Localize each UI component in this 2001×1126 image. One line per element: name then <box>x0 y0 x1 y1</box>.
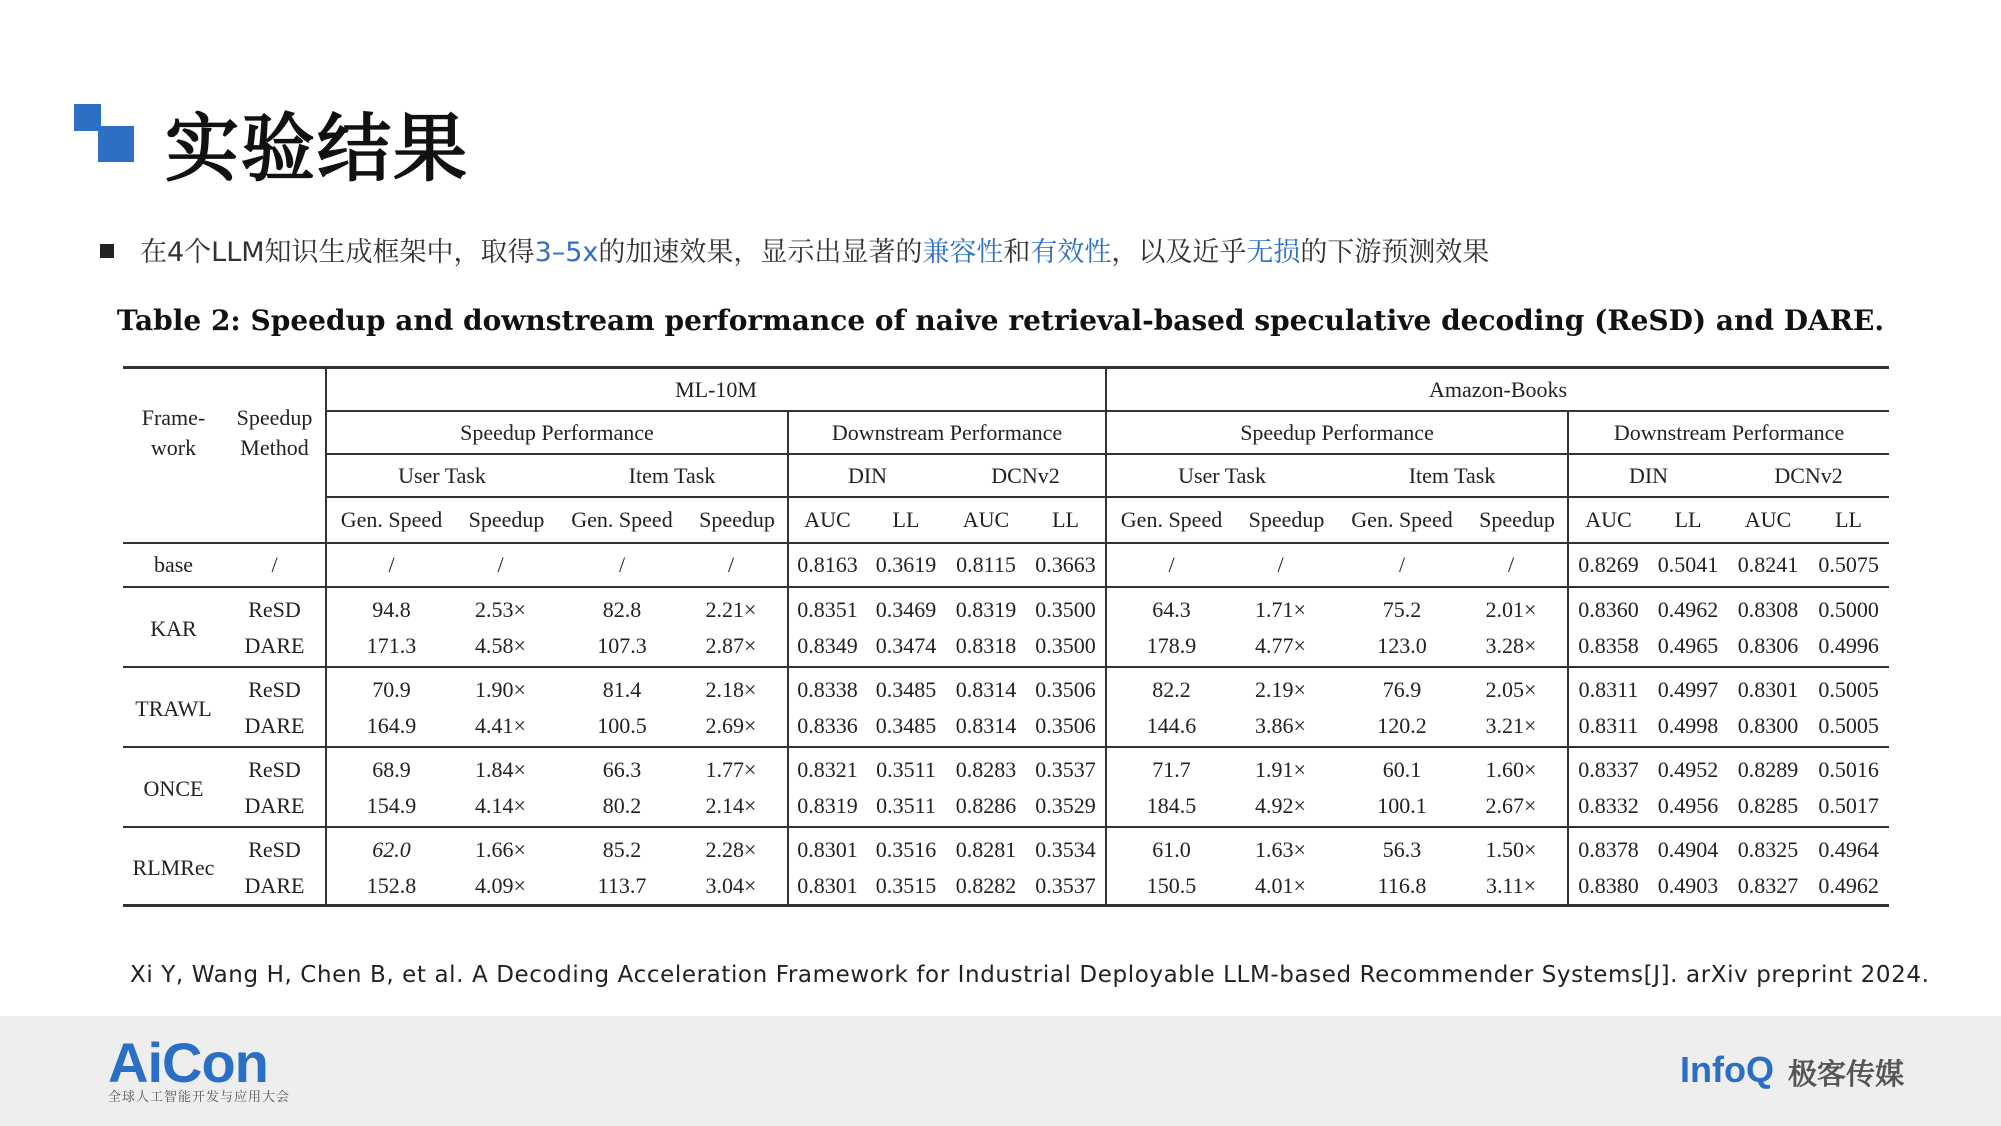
table-row <box>123 827 1889 868</box>
method-label: DARE <box>244 873 305 898</box>
table-row-base <box>123 543 1889 587</box>
table-cell: 75.2 <box>1382 597 1422 622</box>
bullet-text-2: 的加速效果，显示出显著的 <box>598 237 923 268</box>
table-cell: 4.09× <box>475 873 526 898</box>
table-cell: 2.87× <box>687 628 788 667</box>
table-cell: 0.8311 <box>1568 667 1648 708</box>
header-metric: Speedup <box>1467 497 1568 543</box>
table-cell: 0.5075 <box>1808 543 1889 587</box>
table-cell: 2.05× <box>1485 677 1537 702</box>
table-cell: 1.71× <box>1255 597 1306 622</box>
table-cell: 0.8301 <box>1737 677 1799 702</box>
table-cell: 0.3469 <box>875 597 937 622</box>
header-ml10m-speedup-performance: Speedup Performance <box>326 411 788 454</box>
table-cell: 82.2 <box>1106 667 1236 708</box>
header-task: User Task <box>326 454 557 497</box>
table-cell: 0.8282 <box>955 873 1017 898</box>
table-cell: 0.5005 <box>1818 677 1879 702</box>
table-cell: 0.8285 <box>1728 788 1808 827</box>
bullet-square-icon <box>100 244 114 258</box>
aicon-subtitle: 全球人工智能开发与应用大会 <box>108 1090 291 1105</box>
table-cell: 76.9 <box>1382 677 1422 702</box>
table-cell: 0.8360 <box>1568 587 1648 628</box>
header-metric: LL <box>866 497 946 543</box>
table-cell: / <box>557 543 687 587</box>
table-cell: 2.01× <box>1485 597 1537 622</box>
table-cell: 123.0 <box>1337 628 1467 667</box>
table-cell: 1.84× <box>475 757 526 782</box>
bullet-text-5: 的下游预测效果 <box>1300 237 1490 268</box>
table-cell: / <box>687 543 788 587</box>
table-cell: 1.50× <box>1485 837 1537 862</box>
table-cell: 0.3485 <box>866 708 946 747</box>
header-task: DIN <box>788 454 946 497</box>
header-metric: LL <box>1808 497 1889 543</box>
table-cell: 82.8 <box>602 597 642 622</box>
table-cell: 0.8358 <box>1568 628 1648 667</box>
method-label: ReSD <box>248 837 301 862</box>
table-cell: 0.8319 <box>955 597 1017 622</box>
table-cell: 3.21× <box>1467 708 1568 747</box>
table-cell: 120.2 <box>1337 708 1467 747</box>
table-cell: 0.8301 <box>788 827 866 868</box>
table-cell: 0.8241 <box>1728 543 1808 587</box>
table-row <box>123 747 1889 788</box>
table-cell: 0.4962 <box>1818 873 1879 898</box>
table-cell: 184.5 <box>1106 788 1236 827</box>
table-cell: 0.8325 <box>1737 837 1799 862</box>
bullet-text-1: 在4个LLM知识生成框架中，取得 <box>140 237 535 268</box>
header-metric: AUC <box>1568 497 1648 543</box>
title-square-large <box>98 126 134 162</box>
method-label: ReSD <box>248 677 301 702</box>
table-cell: 0.3663 <box>1026 543 1106 587</box>
table-row <box>123 667 1889 708</box>
table-cell: 2.28× <box>705 837 757 862</box>
table-cell: 0.4998 <box>1648 708 1728 747</box>
method-label: DARE <box>224 628 326 667</box>
table-cell: 0.3485 <box>875 677 937 702</box>
header-task: User Task <box>1106 454 1337 497</box>
header-metric: Speedup <box>687 497 788 543</box>
header-framework: Frame- work <box>141 405 206 460</box>
table-cell: 4.58× <box>456 628 557 667</box>
citation: Xi Y, Wang H, Chen B, et al. A Decoding Acceleration Framework for Industrial Deployable LLM-based Recommender Systems[J]. arXiv preprint 2024. <box>130 962 1930 988</box>
table-cell: 60.1 <box>1382 757 1422 782</box>
header-speedup-method: Speedup Method <box>236 405 313 460</box>
table-cell: 61.0 <box>1106 827 1236 868</box>
table-cell: 62.0 <box>326 827 456 868</box>
table-cell: 0.8318 <box>946 628 1026 667</box>
header-metric: Gen. Speed <box>1106 497 1236 543</box>
method-label: DARE <box>224 788 326 827</box>
table-cell: 0.8380 <box>1568 868 1648 906</box>
table-cell: 0.8115 <box>946 543 1026 587</box>
header-task: DCNv2 <box>1728 454 1889 497</box>
table-cell: / <box>326 543 456 587</box>
table-cell: 4.41× <box>456 708 557 747</box>
table-cell: 0.8311 <box>1568 708 1648 747</box>
bullet-highlight-compatibility: 兼容性 <box>922 237 1004 268</box>
table-cell: 0.5000 <box>1818 597 1879 622</box>
bullet-highlight-speedup: 3–5x <box>534 237 599 268</box>
table-cell: 1.77× <box>705 757 757 782</box>
table-row <box>123 868 1889 906</box>
table-cell: 0.3506 <box>1026 708 1106 747</box>
table-cell: 0.4997 <box>1657 677 1719 702</box>
table-cell: 178.9 <box>1106 628 1236 667</box>
header-metric: Speedup <box>1236 497 1337 543</box>
table-cell: 0.3506 <box>1035 677 1096 702</box>
table-cell: 0.8308 <box>1737 597 1799 622</box>
table-cell: 1.63× <box>1255 837 1306 862</box>
method-label: / <box>224 543 326 587</box>
table-cell: 0.8269 <box>1568 543 1648 587</box>
table-cell: 0.8300 <box>1728 708 1808 747</box>
table-cell: 80.2 <box>557 788 687 827</box>
table-cell: 0.8378 <box>1568 827 1648 868</box>
table-cell: 171.3 <box>326 628 456 667</box>
table-cell: 0.4964 <box>1818 837 1879 862</box>
method-label: ReSD <box>248 757 301 782</box>
header-metric: Gen. Speed <box>557 497 687 543</box>
table-cell: 154.9 <box>326 788 456 827</box>
table-cell: 0.3515 <box>875 873 937 898</box>
table-cell: 150.5 <box>1106 868 1236 906</box>
table-cell: 113.7 <box>597 873 647 898</box>
header-metric: AUC <box>1728 497 1808 543</box>
table-cell: 0.3511 <box>866 788 946 827</box>
table-cell: 0.4965 <box>1648 628 1728 667</box>
table-cell: 2.67× <box>1467 788 1568 827</box>
table-cell: 0.8338 <box>788 667 866 708</box>
infoq-logo: InfoQ <box>1680 1049 1774 1090</box>
table-caption: Table 2: Speedup and downstream performance of naive retrieval-based speculative decoding (ReSD) and DARE. <box>116 304 1885 337</box>
table-cell: 4.92× <box>1236 788 1337 827</box>
table-cell: 0.4904 <box>1657 837 1719 862</box>
table-cell: 144.6 <box>1106 708 1236 747</box>
table-row <box>123 788 1889 827</box>
table-cell: 0.3619 <box>866 543 946 587</box>
method-label: ReSD <box>248 597 301 622</box>
table-cell: 0.5017 <box>1808 788 1889 827</box>
table-cell: 0.8336 <box>788 708 866 747</box>
table-cell: 0.4952 <box>1657 757 1719 782</box>
table-cell: 2.18× <box>705 677 757 702</box>
table-cell: 116.8 <box>1377 873 1427 898</box>
table-cell: 0.3529 <box>1026 788 1106 827</box>
table-cell: 0.3511 <box>876 757 936 782</box>
table-cell: 0.8306 <box>1728 628 1808 667</box>
bullet-highlight-lossless: 无损 <box>1246 237 1301 268</box>
header-dataset-ml10m: ML-10M <box>326 368 1106 412</box>
table-cell: 4.77× <box>1236 628 1337 667</box>
table-cell: 4.01× <box>1255 873 1306 898</box>
table-cell: 0.8283 <box>955 757 1017 782</box>
aicon-logo: AiCon <box>108 1031 268 1094</box>
header-metric: Speedup <box>456 497 557 543</box>
table-cell: 0.3500 <box>1026 628 1106 667</box>
table-cell: 3.04× <box>705 873 757 898</box>
table-cell: 1.66× <box>475 837 526 862</box>
table-cell: 85.2 <box>602 837 642 862</box>
header-amazon-downstream-performance: Downstream Performance <box>1568 411 1889 454</box>
table-cell: 0.8349 <box>788 628 866 667</box>
bullet-point <box>100 230 1489 269</box>
table-cell: 0.8321 <box>788 747 866 788</box>
infoq-brand-text: 极客传媒 <box>1788 1057 1905 1091</box>
title-logo-mark <box>74 104 136 166</box>
table-cell: 0.8337 <box>1568 747 1648 788</box>
table-cell: / <box>1236 543 1337 587</box>
table-cell: 0.8301 <box>788 868 866 906</box>
table-cell: 100.5 <box>557 708 687 747</box>
table-cell: 0.3474 <box>866 628 946 667</box>
table-cell: 0.3534 <box>1035 837 1096 862</box>
framework-label: base <box>123 543 224 587</box>
table-cell: 68.9 <box>326 747 456 788</box>
table-cell: 2.69× <box>687 708 788 747</box>
header-blank <box>224 497 326 543</box>
table-cell: 3.11× <box>1485 873 1537 898</box>
bullet-text-4: ，以及近乎 <box>1111 237 1247 268</box>
table-cell: 0.4903 <box>1657 873 1719 898</box>
table-cell: 0.8327 <box>1737 873 1799 898</box>
table-cell: 2.53× <box>475 597 526 622</box>
table-cell: 0.3537 <box>1035 757 1096 782</box>
table-cell: 1.91× <box>1255 757 1306 782</box>
header-blank <box>123 497 224 543</box>
table-cell: 81.4 <box>602 677 642 702</box>
header-task: Item Task <box>557 454 788 497</box>
table-cell: 94.8 <box>326 587 456 628</box>
table-cell: 71.7 <box>1106 747 1236 788</box>
table-row <box>123 628 1889 667</box>
table-cell: 1.90× <box>475 677 526 702</box>
table-cell: / <box>1106 543 1236 587</box>
table-cell: 70.9 <box>326 667 456 708</box>
header-metric: AUC <box>788 497 866 543</box>
header-amazon-speedup-performance: Speedup Performance <box>1106 411 1568 454</box>
header-ml10m-downstream-performance: Downstream Performance <box>788 411 1106 454</box>
table-cell: 0.8314 <box>946 708 1026 747</box>
table-cell: 0.5016 <box>1818 757 1879 782</box>
header-metric: Gen. Speed <box>326 497 456 543</box>
framework-label: RLMRec <box>132 855 215 880</box>
method-label: DARE <box>224 708 326 747</box>
table-cell: 0.3537 <box>1035 873 1096 898</box>
table-cell: 152.8 <box>326 868 456 906</box>
table-body <box>123 543 1889 906</box>
results-table <box>123 366 1889 907</box>
header-metric: AUC <box>946 497 1026 543</box>
table-row <box>123 587 1889 628</box>
framework-label: ONCE <box>123 747 224 827</box>
table-cell: 0.4956 <box>1648 788 1728 827</box>
table-cell: 1.60× <box>1485 757 1537 782</box>
table-cell: 0.8351 <box>788 587 866 628</box>
table-cell: 56.3 <box>1382 837 1422 862</box>
table-cell: 0.8289 <box>1737 757 1799 782</box>
bullet-highlight-effectiveness: 有效性 <box>1030 237 1112 268</box>
table-cell: 100.1 <box>1337 788 1467 827</box>
table-cell: 0.5041 <box>1648 543 1728 587</box>
table-cell: 107.3 <box>557 628 687 667</box>
table-cell: / <box>456 543 557 587</box>
table-cell: 0.3516 <box>875 837 937 862</box>
bullet-text-3: 和 <box>1003 237 1031 268</box>
table-cell: / <box>1467 543 1568 587</box>
header-dataset-amazon-books: Amazon-Books <box>1106 368 1889 412</box>
table-cell: 4.14× <box>456 788 557 827</box>
table-cell: 164.9 <box>326 708 456 747</box>
table-cell: 2.14× <box>687 788 788 827</box>
table-cell: 3.28× <box>1467 628 1568 667</box>
table-cell: 0.8281 <box>955 837 1017 862</box>
framework-label: KAR <box>123 587 224 667</box>
table-cell: 3.86× <box>1236 708 1337 747</box>
header-task: DCNv2 <box>946 454 1106 497</box>
table-cell: 0.8314 <box>955 677 1017 702</box>
table-cell: / <box>1337 543 1467 587</box>
table-cell: 2.19× <box>1255 677 1306 702</box>
page-title: 实验结果 <box>165 106 469 192</box>
table-cell: 0.5005 <box>1808 708 1889 747</box>
table-cell: 0.8163 <box>788 543 866 587</box>
table-cell: 0.8286 <box>946 788 1026 827</box>
header-task: Item Task <box>1337 454 1568 497</box>
table-cell: 0.8319 <box>788 788 866 827</box>
header-metric: Gen. Speed <box>1337 497 1467 543</box>
table-cell: 0.4996 <box>1808 628 1889 667</box>
header-metric: LL <box>1026 497 1106 543</box>
table-cell: 0.8332 <box>1568 788 1648 827</box>
header-metric: LL <box>1648 497 1728 543</box>
table-cell: 2.21× <box>705 597 757 622</box>
table-cell: 0.4962 <box>1657 597 1719 622</box>
header-task: DIN <box>1568 454 1728 497</box>
table-row <box>123 708 1889 747</box>
framework-label: TRAWL <box>123 667 224 747</box>
table-cell: 64.3 <box>1106 587 1236 628</box>
footer <box>0 1016 2001 1126</box>
title-square-small <box>74 104 101 131</box>
table-cell: 0.3500 <box>1035 597 1096 622</box>
table-cell: 66.3 <box>602 757 642 782</box>
